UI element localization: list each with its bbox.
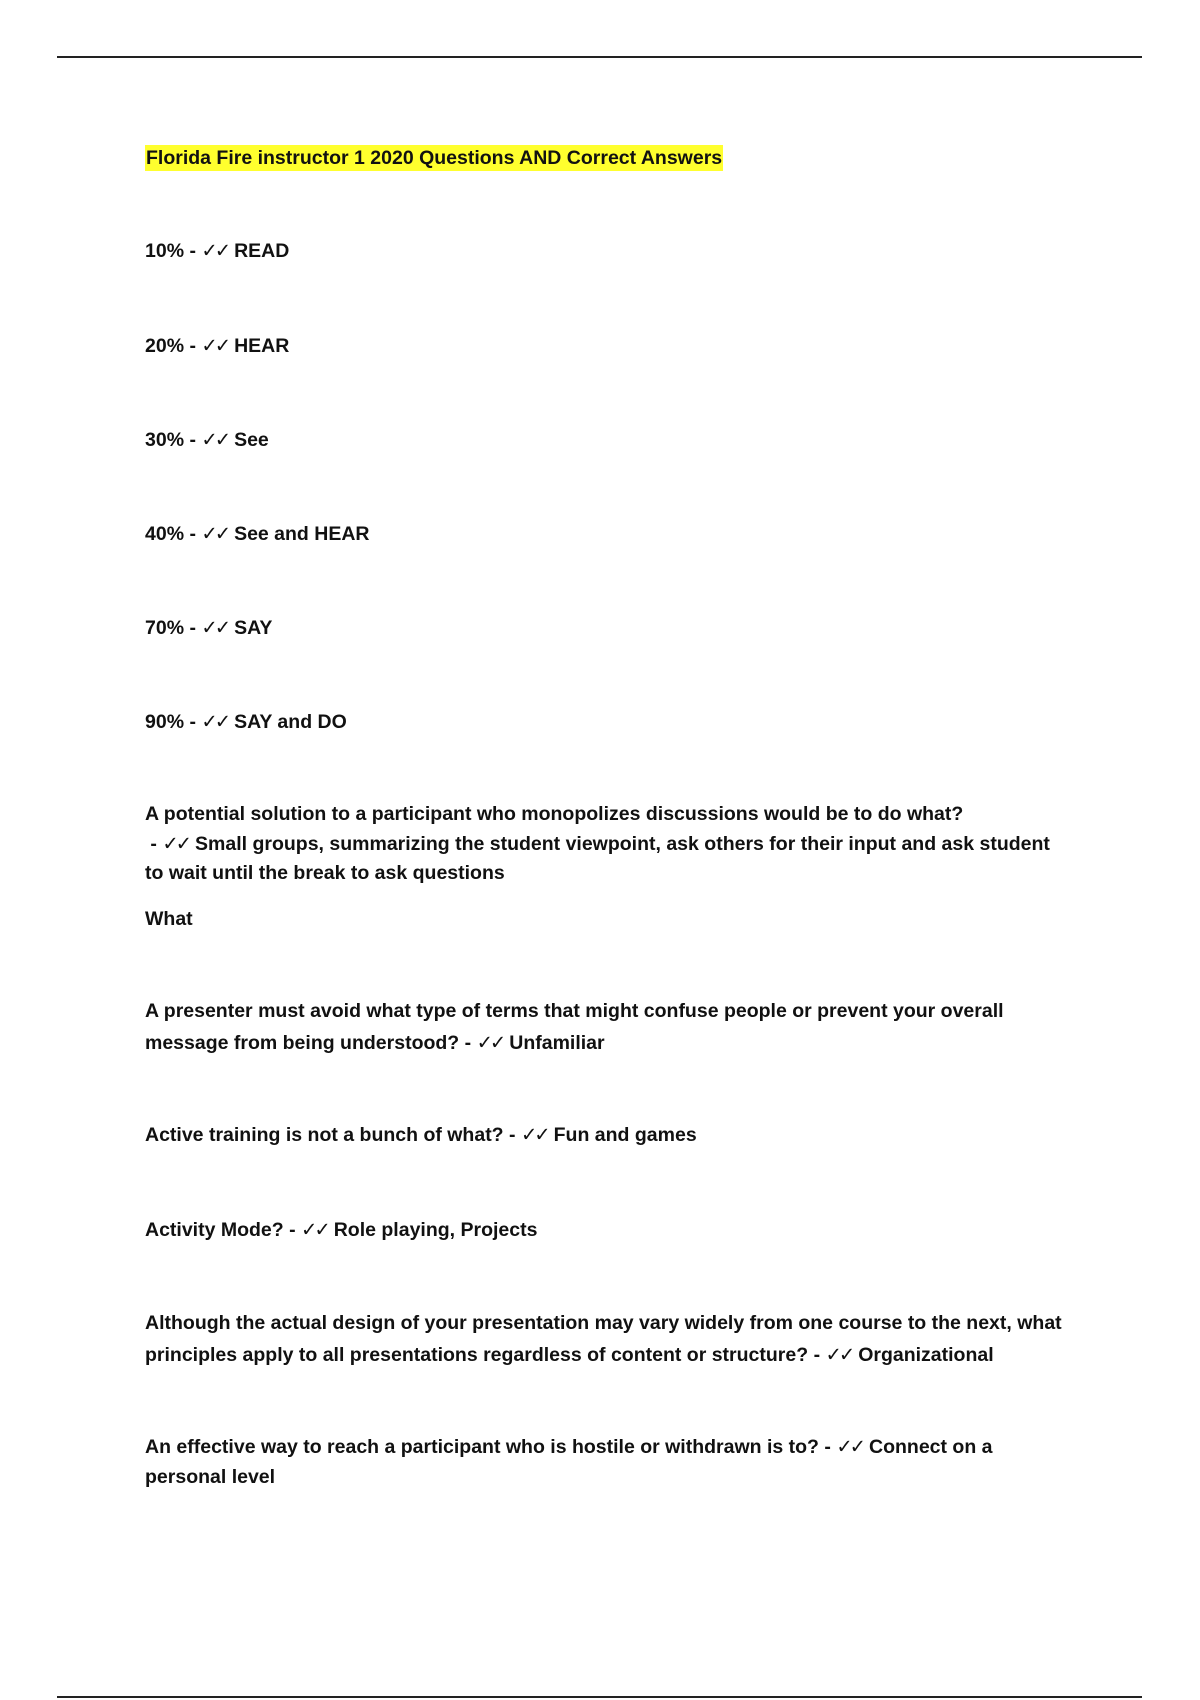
double-check-icon: ✓✓ <box>825 1343 853 1366</box>
separator: - <box>184 711 202 733</box>
double-check-icon: ✓✓ <box>201 710 229 733</box>
question-text: An effective way to reach a participant who is hostile or withdrawn is to? <box>145 1436 819 1458</box>
qa-item <box>145 1307 1085 1371</box>
qa-item <box>145 425 1065 455</box>
qa-item <box>145 1215 1065 1245</box>
qa-item <box>145 1120 1065 1150</box>
double-check-icon: ✓✓ <box>201 522 229 545</box>
question-text: A presenter must avoid what type of terms that might confuse people or prevent your overall message from being understood? <box>145 1000 1004 1054</box>
separator: - <box>808 1344 826 1366</box>
double-check-icon: ✓✓ <box>201 334 229 357</box>
separator: - <box>184 240 202 262</box>
document-header <box>145 145 1065 171</box>
document-title: Florida Fire instructor 1 2020 Questions AND Correct Answers <box>146 147 723 169</box>
answer-text: READ <box>234 240 290 262</box>
question-text: A potential solution to a participant who monopolizes discussions would be to do what? <box>145 803 964 825</box>
answer-text: SAY <box>234 617 273 639</box>
double-check-icon: ✓✓ <box>201 616 229 639</box>
answer-text: SAY and DO <box>234 711 347 733</box>
qa-item <box>145 1432 1065 1492</box>
double-check-icon: ✓✓ <box>476 1031 504 1054</box>
top-rule <box>57 56 1142 58</box>
qa-item <box>145 707 1065 737</box>
double-check-icon: ✓✓ <box>201 239 229 262</box>
qa-item <box>145 800 1065 888</box>
answer-text: Role playing, Projects <box>333 1219 538 1241</box>
answer-text: Unfamiliar <box>509 1032 605 1054</box>
answer-text: See <box>234 429 269 451</box>
qa-item <box>145 519 1065 549</box>
answer-text: HEAR <box>234 335 290 357</box>
bottom-rule <box>57 1696 1142 1698</box>
qa-item <box>145 236 1065 266</box>
qa-item <box>145 331 1065 361</box>
question-text: 90% <box>145 711 185 733</box>
separator: - <box>459 1032 477 1054</box>
answer-text: Fun and games <box>553 1124 697 1146</box>
double-check-icon: ✓✓ <box>162 832 190 855</box>
double-check-icon: ✓✓ <box>201 428 229 451</box>
separator: - <box>283 1219 302 1241</box>
question-text: Although the actual design of your presentation may vary widely from one course to the next, what principles apply to all presentations regardless of content or structure? <box>145 1312 1062 1366</box>
question-text: 30% <box>145 429 185 451</box>
answer-text: See and HEAR <box>234 523 370 545</box>
separator: - <box>184 617 202 639</box>
question-text: 20% <box>145 335 185 357</box>
separator: - <box>503 1124 521 1146</box>
separator: - <box>818 1436 837 1458</box>
answer-text: Small groups, summarizing the student viewpoint, ask others for their input and ask student to wait until the break to ask questions <box>145 833 1050 884</box>
answer-text: Organizational <box>858 1344 994 1366</box>
qa-item <box>145 613 1065 643</box>
double-check-icon: ✓✓ <box>836 1435 863 1458</box>
double-check-icon: ✓✓ <box>301 1218 328 1241</box>
question-text: 10% <box>145 240 185 262</box>
separator: - <box>184 523 202 545</box>
answer-text: Connect on a personal level <box>145 1436 993 1488</box>
question-text: 70% <box>145 617 185 639</box>
double-check-icon: ✓✓ <box>520 1123 548 1146</box>
separator: - <box>184 429 202 451</box>
stray-text: What <box>145 908 193 930</box>
separator: - <box>145 833 163 855</box>
qa-item <box>145 995 1065 1059</box>
question-text: Active training is not a bunch of what? <box>145 1124 504 1146</box>
question-text: Activity Mode? <box>145 1219 284 1241</box>
question-text: 40% <box>145 523 185 545</box>
separator: - <box>184 335 202 357</box>
